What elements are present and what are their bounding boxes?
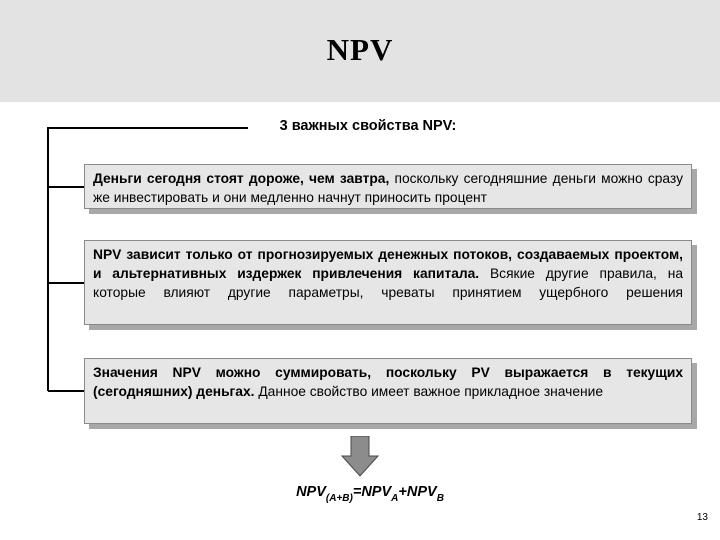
connector-vertical [47, 127, 49, 391]
connector-box1 [48, 186, 84, 188]
formula-sub-a: A [391, 493, 399, 504]
property-box-2 [84, 240, 692, 325]
property-2-text: Всякие другие правила, на которые влияют другие параметры, чреваты принятием ущербного решения [93, 266, 683, 300]
connector-box3 [48, 390, 84, 392]
property-1-text: поскольку сегодняшние деньги можно сразу же инвестировать и они медленно начнут приносить процент [93, 171, 683, 205]
property-3-text: Данное свойство имеет важное прикладное значение [254, 384, 604, 399]
formula-plus: +NPV [398, 484, 437, 500]
formula-lhs-sub: (A+B) [325, 493, 353, 504]
formula-lhs: NPV [296, 484, 326, 500]
property-3-bold: Значения NPV можно суммировать, поскольку PV выражается в текущих (сегодняшних) деньгах. [93, 365, 683, 399]
npv-formula [240, 484, 500, 504]
connector-box2 [48, 282, 84, 284]
property-box-3 [84, 358, 692, 424]
page-number: 13 [696, 512, 708, 523]
properties-heading: 3 важных свойства NPV: [279, 118, 457, 134]
property-box-1 [84, 164, 692, 209]
property-1-bold: Деньги сегодня стоят дороже, чем завтра, [93, 171, 390, 186]
slide-title: NPV [326, 32, 394, 67]
connector-top [48, 127, 248, 129]
down-arrow-icon [340, 436, 380, 478]
formula-sub-b: B [436, 493, 444, 504]
property-2-bold: NPV зависит только от прогнозируемых денежных потоков, создаваемых проектом, и альтернативных издержек привлечения капитала. [93, 247, 683, 281]
formula-eq: =NPV [352, 484, 392, 500]
